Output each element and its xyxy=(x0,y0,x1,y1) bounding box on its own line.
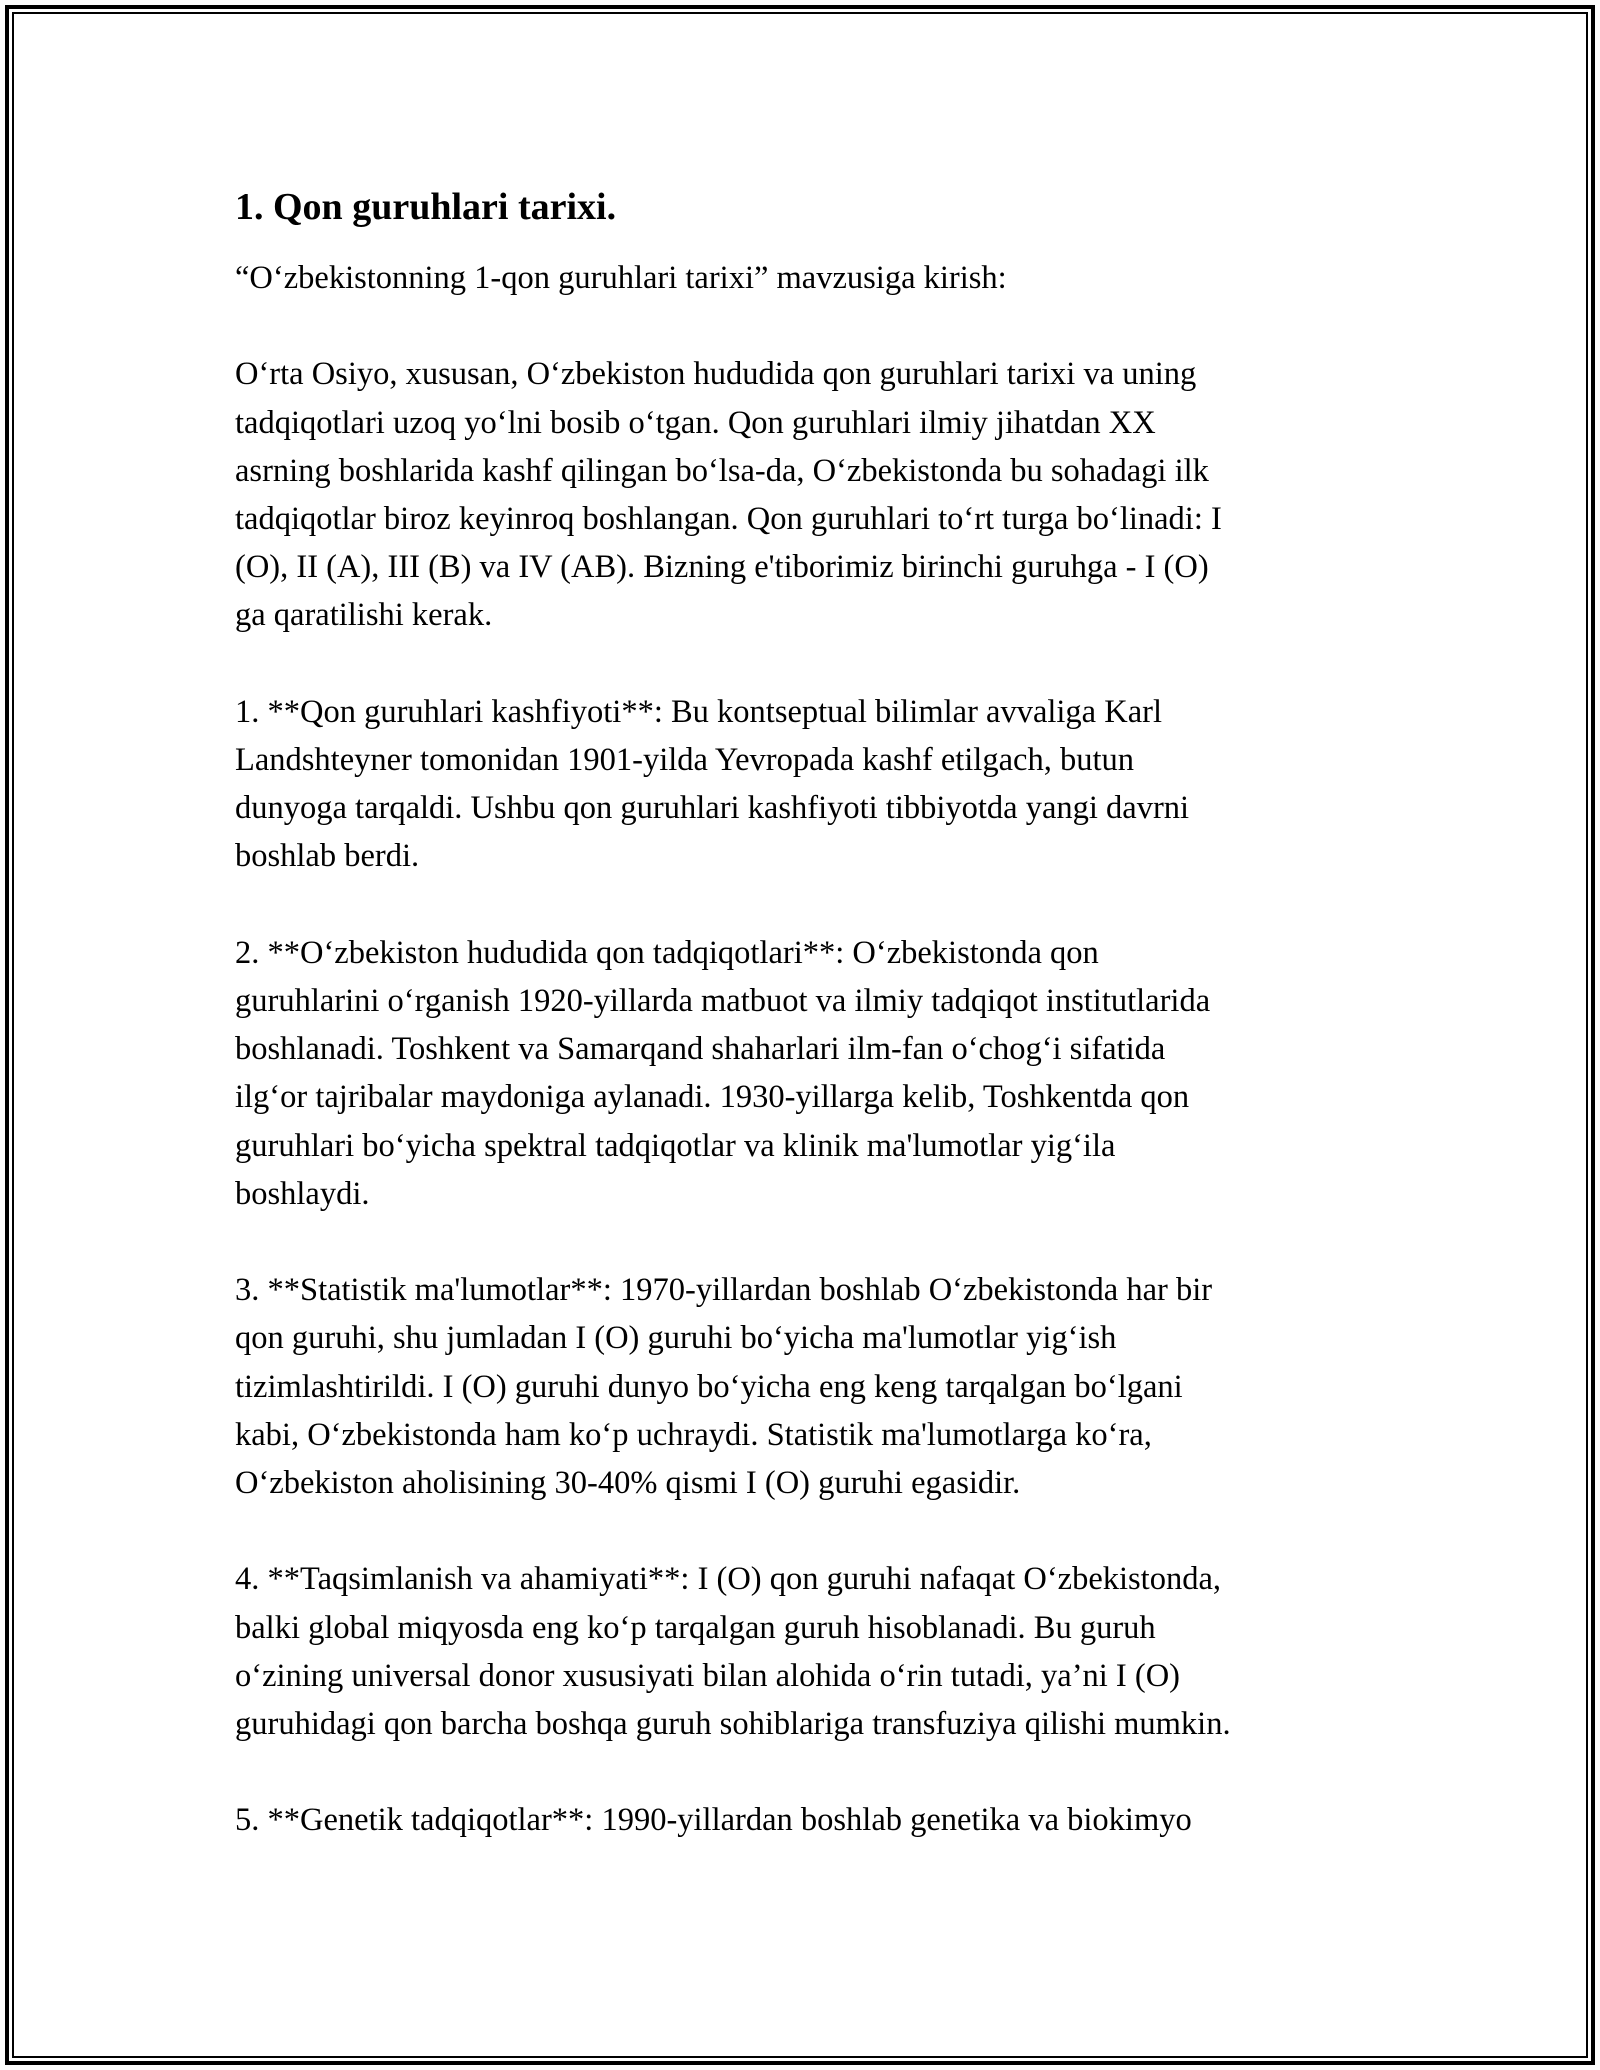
text-line: 4. **Taqsimlanish va ahamiyati**: I (O) qon guruhi nafaqat Oʻzbekistonda, xyxy=(235,1561,1222,1598)
text-line: asrning boshlarida kashf qilingan boʻlsa-da, Oʻzbekistonda bu sohadagi ilk xyxy=(235,452,1209,489)
text-line: 3. **Statistik ma'lumotlar**: 1970-yillardan boshlab Oʻzbekistonda har bir xyxy=(235,1272,1213,1309)
intro-line: “Oʻzbekistonning 1-qon guruhlari tarixi” mavzusiga kirish: xyxy=(235,260,1007,296)
text-line: dunyoga tarqaldi. Ushbu qon guruhlari kashfiyoti tibbiyotda yangi davrni xyxy=(235,790,1190,827)
document-body xyxy=(235,182,1385,1893)
text-line: boshlanadi. Toshkent va Samarqand shaharlari ilm-fan oʻchogʻi sifatida xyxy=(235,1031,1166,1068)
paragraph-item-1 xyxy=(235,688,1385,881)
text-line: 1. **Qon guruhlari kashfiyoti**: Bu kontseptual bilimlar avvaliga Karl xyxy=(235,693,1162,730)
text-line: guruhidagi qon barcha boshqa guruh sohiblariga transfuziya qilishi mumkin. xyxy=(235,1706,1231,1743)
paragraph-item-4 xyxy=(235,1555,1385,1748)
document-heading: 1. Qon guruhlari tarixi. xyxy=(235,186,617,228)
text-line: Oʻrta Osiyo, xususan, Oʻzbekiston hududida qon guruhlari tarixi va uning xyxy=(235,356,1197,393)
paragraph-item-2 xyxy=(235,929,1385,1218)
text-line: 5. **Genetik tadqiqotlar**: 1990-yillardan boshlab genetika va biokimyo xyxy=(235,1802,1192,1839)
text-line: Oʻzbekiston aholisining 30-40% qismi I (O) guruhi egasidir. xyxy=(235,1465,1021,1502)
text-line: guruhlarini oʻrganish 1920-yillarda matbuot va ilmiy tadqiqot institutlarida xyxy=(235,983,1211,1019)
text-line: qon guruhi, shu jumladan I (O) guruhi boʻyicha ma'lumotlar yigʻish xyxy=(235,1320,1117,1357)
text-line: tizimlashtirildi. I (O) guruhi dunyo boʻyicha eng keng tarqalgan boʻlgani xyxy=(235,1368,1183,1405)
text-line: ilgʻor tajribalar maydoniga aylanadi. 1930-yillarga kelib, Toshkentda qon xyxy=(235,1079,1190,1116)
text-line: boshlaydi. xyxy=(235,1175,370,1212)
text-line: kabi, Oʻzbekistonda ham koʻp uchraydi. Statistik ma'lumotlarga koʻra, xyxy=(235,1416,1152,1453)
text-line: 2. **Oʻzbekiston hududida qon tadqiqotlari**: Oʻzbekistonda qon xyxy=(235,934,1099,971)
text-line: Landshteyner tomonidan 1901-yilda Yevropada kashf etilgach, butun xyxy=(235,742,1134,778)
paragraph-overview xyxy=(235,350,1385,639)
intro-paragraph xyxy=(235,254,1385,302)
text-line: oʻzining universal donor xususiyati bilan alohida oʻrin tutadi, ya’ni I (O) xyxy=(235,1657,1180,1694)
text-line: ga qaratilishi kerak. xyxy=(235,597,493,634)
text-line: tadqiqotlar biroz keyinroq boshlangan. Qon guruhlari toʻrt turga boʻlinadi: I xyxy=(235,501,1222,537)
paragraph-item-5 xyxy=(235,1796,1385,1844)
paragraph-item-3 xyxy=(235,1266,1385,1507)
text-line: balki global miqyosda eng koʻp tarqalgan guruh hisoblanadi. Bu guruh xyxy=(235,1609,1156,1646)
text-line: tadqiqotlari uzoq yoʻlni bosib oʻtgan. Qon guruhlari ilmiy jihatdan XX xyxy=(235,404,1156,441)
text-line: guruhlari boʻyicha spektral tadqiqotlar va klinik ma'lumotlar yigʻila xyxy=(235,1127,1116,1164)
text-line: (O), II (A), III (B) va IV (AB). Bizning e'tiborimiz birinchi guruhga - I (O) xyxy=(235,549,1209,586)
text-line: boshlab berdi. xyxy=(235,838,420,875)
